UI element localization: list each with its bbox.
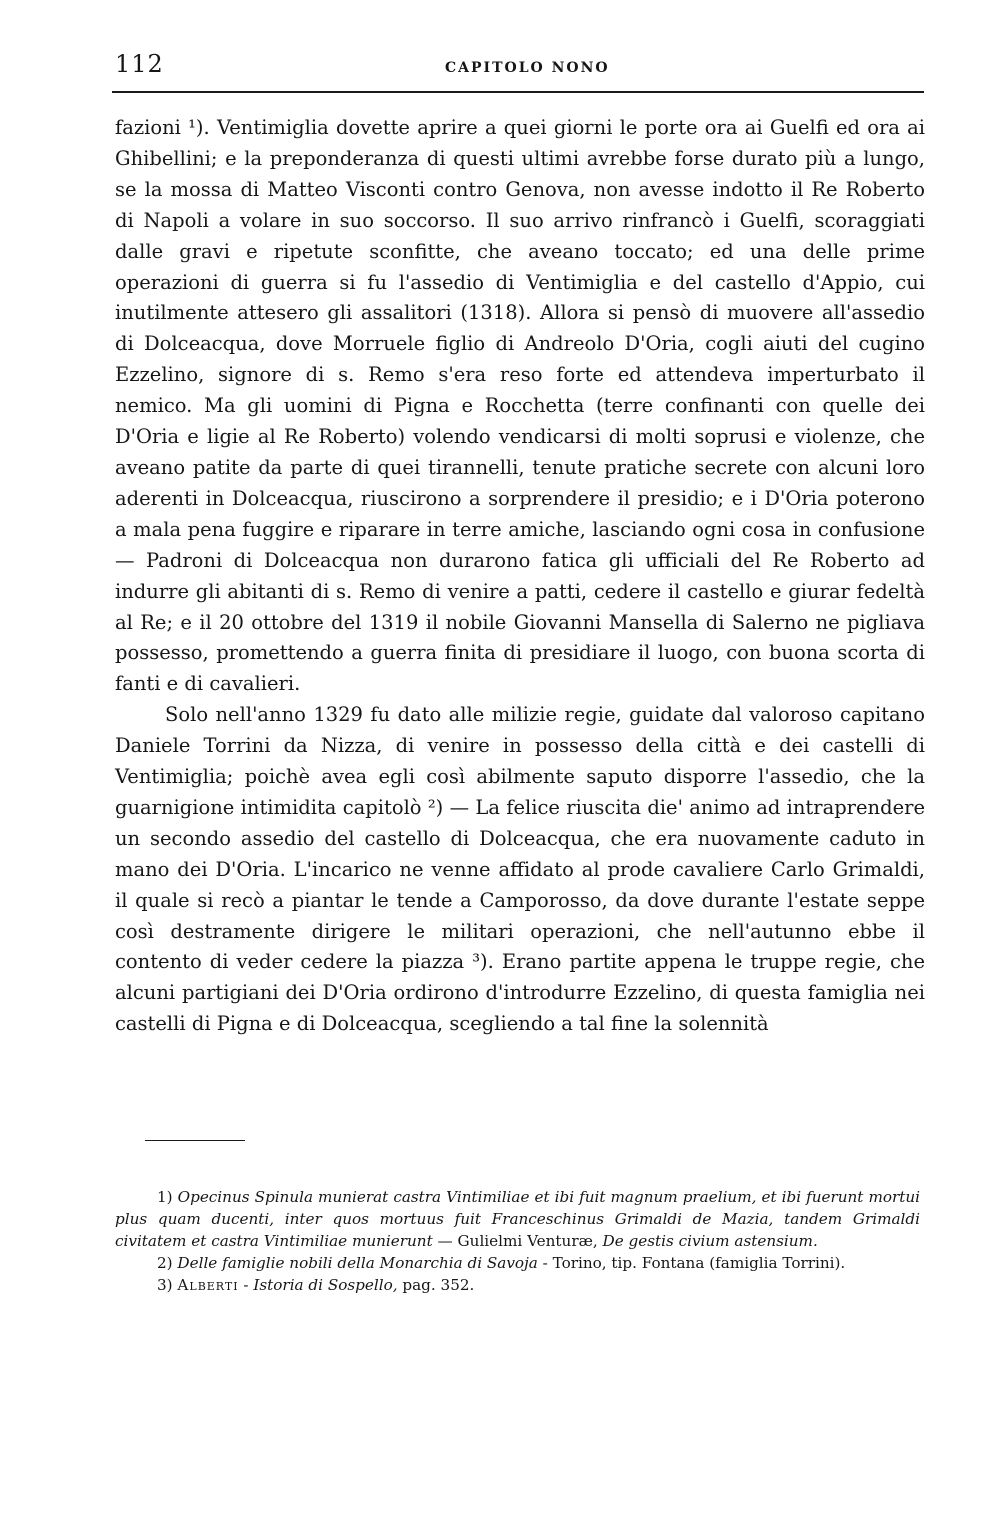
footnote-work-title: Delle famiglie nobili della Monarchia di Savoja xyxy=(177,1254,538,1272)
footnote-number: 2) xyxy=(157,1254,173,1272)
paragraph-2: Solo nell'anno 1329 fu dato alle milizie regie, guidate dal valoroso capitano Daniele Torrini da Nizza, di venire in possesso della città e dei castelli di Ventimiglia; poichè avea egli così abilmente saputo disporre l'assedio, che la guarnigione intimidita capitolò ²) — La felice riuscita die' animo ad intraprendere un secondo assedio del castello di Dolceacqua, che era nuovamente caduto in mano dei D'Oria. L'incarico ne venne affidato al prode cavaliere Carlo Grimaldi, il quale si recò a piantar le tende a Camporosso, da dove durante l'estate seppe così destramente dirigere le militari operazioni, che nell'autunno ebbe il contento di veder cedere la piazza ³). Erano partite appena le truppe regie, che alcuni partigiani dei D'Oria ordirono d'introdurre Ezzelino, di questa famiglia nei castelli di Pigna e di Dolceacqua, scegliendo a tal fine la solennità xyxy=(115,703,925,1036)
footnote-number: 3) xyxy=(157,1276,173,1294)
footnotes xyxy=(115,1186,920,1296)
footnote-1 xyxy=(115,1186,920,1252)
footnote-work-title: De gestis civium astensium. xyxy=(602,1232,818,1250)
footnote-source: — Gulielmi Venturæ, xyxy=(437,1232,598,1250)
chapter-title: CAPITOLO NONO xyxy=(445,60,610,76)
footnote-separator: - xyxy=(238,1276,254,1294)
paragraph-1: fazioni ¹). Ventimiglia dovette aprire a quei giorni le porte ora ai Guelfi ed ora ai Ghibellini; e la preponderanza di questi ultimi avrebbe forse durato più a lungo, se la mossa di Matteo Visconti contro Genova, non avesse indotto il Re Roberto di Napoli a volare in suo soccorso. Il suo arrivo rinfrancò i Guelfi, scoraggiati dalle gravi e ripetute sconfitte, che aveano toccato; ed una delle prime operazioni di guerra si fu l'assedio di Ventimiglia e del castello d'Appio, cui inutilmente attesero gli assalitori (1318). Allora si pensò di muovere all'assedio di Dolceacqua, dove Morruele figlio di Andreolo D'Oria, cogli aiuti del cugino Ezzelino, signore di s. Remo s'era reso forte ed attendeva imperturbato il nemico. Ma gli uomini di Pigna e Rocchetta (terre confinanti con quelle dei D'Oria e ligie al Re Roberto) volendo vendicarsi di molti soprusi e violenze, che aveano patite da parte di quei tirannelli, tenute pratiche secrete con alcuni loro aderenti in Dolceacqua, riuscirono a sorprendere il presidio; e i D'Oria poterono a mala pena fuggire e riparare in terre amiche, lasciando ogni cosa in confusione — Padroni di Dolceacqua non durarono fatica gli ufficiali del Re Roberto ad indurre gli abitanti di s. Remo di venire a patti, cedere il castello e giurar fedeltà al Re; e il 20 ottobre del 1319 il nobile Giovanni Mansella di Salerno ne pigliava possesso, promettendo a guerra finita di presidiare il luogo, con buona scorta di fanti e di cavalieri. xyxy=(115,116,925,696)
footnote-2 xyxy=(115,1252,920,1274)
footnote-3 xyxy=(115,1274,920,1296)
footnote-citation: Opecinus Spinula munierat castra Vintimiliae et ibi fuit magnum praelium, et ibi fuerunt mortui plus quam ducenti, inter quos mortuus fuit Franceschinus Grimaldi de Mazia, tandem Grimaldi civitatem et castra Vintimiliae munierunt xyxy=(115,1188,921,1250)
footnote-publication: - Torino, tip. Fontana (famiglia Torrini). xyxy=(542,1254,846,1272)
running-head xyxy=(115,50,925,90)
page-number: 112 xyxy=(115,50,164,78)
footnote-rule xyxy=(145,1140,245,1141)
footnote-page-ref: pag. 352. xyxy=(402,1276,475,1294)
body-text xyxy=(115,113,925,1040)
header-rule xyxy=(112,91,924,93)
footnote-work-title: Istoria di Sospello, xyxy=(253,1276,398,1294)
footnote-number: 1) xyxy=(157,1188,173,1206)
footnote-author: Alberti xyxy=(177,1276,239,1294)
